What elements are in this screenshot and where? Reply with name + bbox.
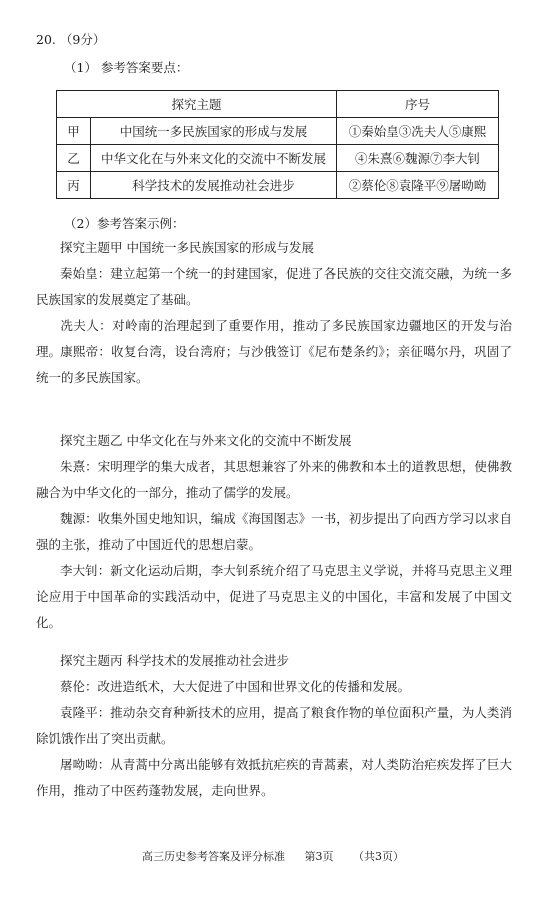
answer-paragraph: 康熙帝：收复台湾，设台湾府；与沙俄签订《尼布楚条约》；亲征噶尔丹，巩固了统一的多民族国家。 [36,344,512,385]
answer-paragraph: 李大钊：新文化运动后期，李大钊系统介绍了马克思主义学说，并将马克思主义理论应用于中国革命的实践活动中，促进了马克思主义的中国化，丰富和发展了中国文化。 [36,563,512,630]
answer-paragraph: 蔡伦：改进造纸术，大大促进了中国和世界文化的传播和发展。 [60,679,411,694]
table-row [57,118,499,145]
question-header [36,30,105,48]
row-key: 丙 [57,172,91,199]
header-number: 序号 [337,91,499,118]
header-theme: 探究主题 [57,91,337,118]
question-points: （9分） [59,32,106,47]
answer-paragraph: 屠呦呦：从青蒿中分离出能够有效抵抗疟疾的青蒿素，对人类防治疟疾发挥了巨大作用，推动了中医药蓬勃发展，走向世界。 [36,757,512,798]
row-theme: 科学技术的发展推动社会进步 [91,172,337,199]
footer-page: 第3页 [304,850,334,863]
row-theme: 中国统一多民族国家的形成与发展 [91,118,337,145]
part1-label: （1） 参考答案要点： [64,60,189,75]
part2-label: （2）参考答案示例： [64,216,185,231]
answer-paragraph: 冼夫人：对岭南的治理起到了重要作用，推动了多民族国家边疆地区的开发与治理。 [36,318,512,359]
section-title: 探究主题丙 科学技术的发展推动社会进步 [60,653,289,668]
answer-paragraph: 袁隆平：推动杂交育种新技术的应用，提高了粮食作物的单位面积产量，为人类消除饥饿作出了突出贡献。 [36,705,512,746]
page-footer [0,848,546,864]
row-theme: 中华文化在与外来文化的交流中不断发展 [91,145,337,172]
row-key: 乙 [57,145,91,172]
footer-total: （共3页） [353,850,404,863]
question-number: 20. [36,32,56,47]
section-title: 探究主题甲 中国统一多民族国家的形成与发展 [60,240,314,255]
row-nums: ④朱熹⑥魏源⑦李大钊 [337,145,499,172]
section-title: 探究主题乙 中华文化在与外来文化的交流中不断发展 [60,433,352,448]
table-header-row [57,91,499,118]
table-row [57,172,499,199]
row-nums: ①秦始皇③冼夫人⑤康熙 [337,118,499,145]
answer-paragraph: 朱熹：宋明理学的集大成者，其思想兼容了外来的佛教和本土的道教思想，使佛教融合为中华文化的一部分，推动了儒学的发展。 [36,459,512,500]
answer-paragraph: 秦始皇：建立起第一个统一的封建国家，促进了各民族的交往交流交融，为统一多民族国家的发展奠定了基础。 [36,266,512,307]
answer-table [56,90,499,199]
table-row [57,145,499,172]
row-nums: ②蔡伦⑧袁隆平⑨屠呦呦 [337,172,499,199]
footer-title: 高三历史参考答案及评分标准 [142,850,285,863]
answer-paragraph: 魏源：收集外国史地知识，编成《海国图志》一书，初步提出了向西方学习以求自强的主张，推动了中国近代的思想启蒙。 [36,511,512,552]
row-key: 甲 [57,118,91,145]
